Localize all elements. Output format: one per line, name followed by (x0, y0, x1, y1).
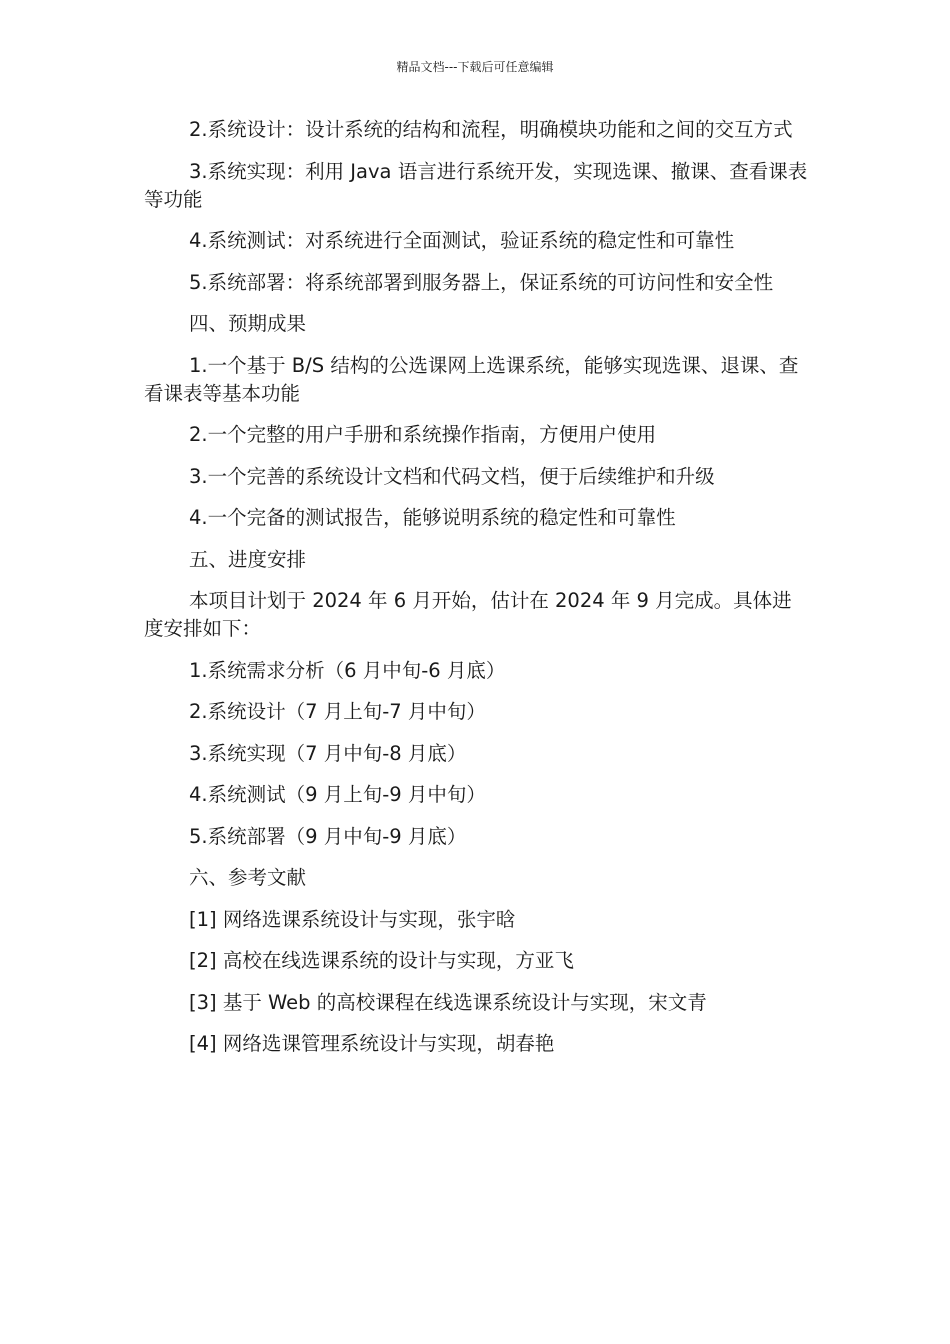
reference-item-3: [3] 基于 Web 的高校课程在线选课系统设计与实现，宋文青 (189, 990, 707, 1014)
paragraph-schedule-4: 4.系统测试（9 月上旬-9 月中旬） (189, 783, 486, 806)
paragraph-result-2: 2.一个完整的用户手册和系统操作指南，方便用户使用 (189, 423, 657, 446)
paragraph-schedule-5: 5.系统部署（9 月中旬-9 月底） (189, 824, 467, 848)
paragraph-system-implementation: 3.系统实现：利用 Java 语言进行系统开发，实现选课、撤课、查看课表等功能 (144, 159, 808, 211)
paragraph-system-testing: 4.系统测试：对系统进行全面测试，验证系统的稳定性和可靠性 (189, 229, 735, 252)
document-body (144, 116, 808, 1072)
section-heading-expected-results: 四、预期成果 (189, 312, 307, 335)
paragraph-schedule-3: 3.系统实现（7 月中旬-8 月底） (189, 741, 467, 765)
paragraph-system-deployment: 5.系统部署：将系统部署到服务器上，保证系统的可访问性和安全性 (189, 270, 774, 294)
paragraph-result-3: 3.一个完善的系统设计文档和代码文档，便于后续维护和升级 (189, 464, 715, 488)
reference-item-2: [2] 高校在线选课系统的设计与实现，方亚飞 (189, 949, 574, 972)
section-heading-schedule: 五、进度安排 (189, 547, 307, 571)
paragraph-system-design: 2.系统设计：设计系统的结构和流程，明确模块功能和之间的交互方式 (189, 118, 793, 141)
paragraph-schedule-intro: 本项目计划于 2024 年 6 月开始，估计在 2024 年 9 月完成。具体进度安排如下： (144, 589, 792, 640)
reference-item-1: [1] 网络选课系统设计与实现，张宇晗 (189, 907, 516, 931)
section-heading-references: 六、参考文献 (189, 866, 307, 889)
paragraph-schedule-1: 1.系统需求分析（6 月中旬-6 月底） (189, 658, 506, 682)
page-header: 精品文档---下载后可任意编辑 (396, 60, 554, 74)
paragraph-result-4: 4.一个完备的测试报告，能够说明系统的稳定性和可靠性 (189, 506, 676, 529)
reference-item-4: [4] 网络选课管理系统设计与实现，胡春艳 (189, 1032, 555, 1055)
paragraph-schedule-2: 2.系统设计（7 月上旬-7 月中旬） (189, 700, 486, 723)
paragraph-result-1: 1.一个基于 B/S 结构的公选课网上选课系统，能够实现选课、退课、查看课表等基本功能 (144, 353, 799, 405)
